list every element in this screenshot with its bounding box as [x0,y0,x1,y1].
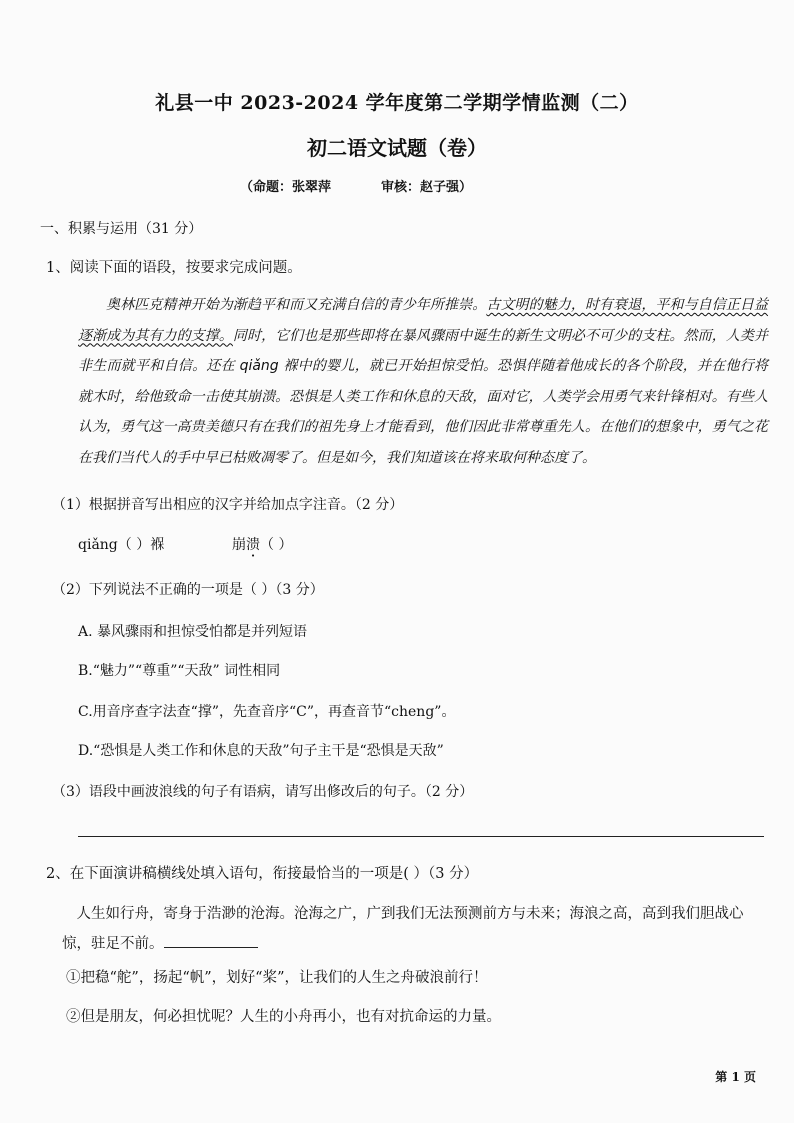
option-b: B.“魅力”“尊重”“天敌” 词性相同 [78,663,281,679]
annotation-blank [232,534,292,554]
blank-parens: （ ） [260,537,293,553]
passage-text-1: 奥林匹克精神开始为渐趋平和而又充满自信的青少年所推崇。 [106,297,487,313]
subquestion-2: （2）下列说法不正确的一项是（ ）（3 分） [52,582,324,598]
speech-text: 人生如行舟，寄身于浩渺的沧海。沧海之广，广到我们无法预测前方与未来；海浪之高，高到我们胆战心惊，驻足不前。 [62,906,744,952]
subquestion-1: （1）根据拼音写出相应的汉字并给加点字注音。（2 分） [52,497,404,513]
reviewer-label: 审核：赵子强） [381,180,473,195]
question-1-stem: 1、阅读下面的语段，按要求完成问题。 [46,260,302,276]
passage-text-2: 同时，它们也是那些即将在暴风骤雨中诞生的新生文明必不可少的支柱。然而，人类并非生而就平和自信。还在 qiǎng 褓中的婴儿，就已开始担惊受怕。恐惧伴随着他成长的各个阶段，并在他行将就木时，给他致命一击使其崩溃。恐惧是人类工作和休息的天敌，面对它，人类学会用勇气来针锋相对。有些人认为，勇气这一高贵美德只有在我们的祖先身上才能看到，他们因此非常尊重先人。在他们的想象中，勇气之花在我们当代人的手中早已枯败凋零了。但是如今，我们知道该在将来取何种态度了。 [78,327,769,466]
choice-2: ②但是朋友，何必担忧呢？人生的小舟再小，也有对抗命运的力量。 [66,1009,501,1025]
question-2-stem: 2、在下面演讲稿横线处填入语句，衔接最恰当的一项是( ）（3 分） [46,866,479,882]
exam-subtitle: 初二语文试题（卷） [307,136,487,160]
fill-blank [164,933,258,948]
option-c: C.用音序查字法查“撑”，先查音序“C”，再查音节“cheng”。 [78,704,456,720]
speech-passage [62,899,762,959]
dotted-char: 溃 [246,537,260,553]
exam-title: 礼县一中 2023-2024 学年度第二学期学情监测（二） [155,92,639,114]
page-number: 第 1 页 [715,1070,756,1084]
reading-passage [78,290,768,473]
option-a: A. 暴风骤雨和担惊受怕都是并列短语 [78,624,308,640]
option-d: D.“恐惧是人类工作和休息的天敌”句子主干是“恐惧是天敌” [78,743,444,759]
section-heading: 一、积累与运用（31 分） [40,221,203,237]
wavy-underlined-sentence: 古文明的魅力，时有衰退，平和与自信正日益逐渐成为其有力的支撑。 [78,297,769,344]
answer-line [78,836,764,837]
char-beng: 崩 [232,537,246,553]
setter-label: （命题：张翠萍 [240,180,332,195]
pinyin-blank: qiǎng（ ）褓 [78,537,165,553]
subquestion-3: （3）语段中画波浪线的句子有语病，请写出修改后的句子。（2 分） [52,784,474,800]
choice-1: ①把稳“舵”，扬起“帆”，划好“桨”，让我们的人生之舟破浪前行！ [66,970,488,986]
passage-paragraph [78,290,768,473]
authors-line [240,176,522,195]
